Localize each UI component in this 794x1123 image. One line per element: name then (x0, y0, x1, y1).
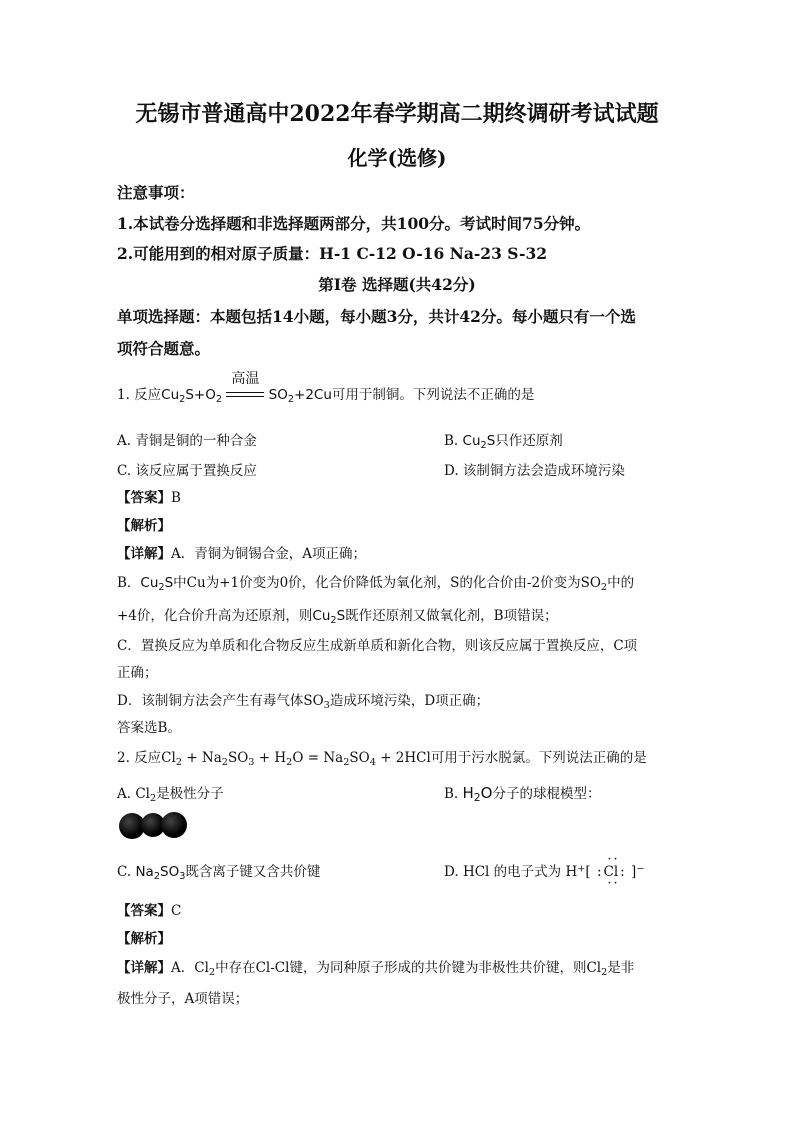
q1-detail-d: D．该制铜方法会产生有毒气体$SO_3$造成环境污染，D项正确； (117, 693, 490, 711)
q2-analysis-label: 【解析】 (117, 931, 171, 947)
q1-option-c: C. 该反应属于置换反应 (117, 463, 257, 479)
reaction-condition-arrow (226, 370, 264, 406)
q1-option-d: D. 该制铜方法会造成环境污染 (444, 463, 625, 479)
q1-products: $SO_2+2Cu$ (268, 387, 332, 405)
q2-option-b: B. $H_2O$分子的球棍模型： (444, 784, 601, 805)
atom-ball-right (161, 812, 187, 838)
notice-item-2: 2.可能用到的相对原子质量：H-1 C-12 O-16 Na-23 S-32 (117, 244, 548, 263)
q1-option-b-formula: $Cu_2S$ (462, 433, 496, 451)
q1-stem (117, 370, 535, 406)
q2-option-d: D. HCl 的电子式为 H+[ : Cl : ]− ·· ·· (444, 852, 645, 891)
q1-answer: 【答案】B (117, 490, 181, 506)
page-title: 无锡市普通高中2022年春学期高二期终调研考试试题 (135, 101, 659, 127)
section-instruction-1: 单项选择题：本题包括14小题，每小题3分，共计42分。每小题只有一个选 (117, 307, 636, 326)
q1-detail-c-line-2: 正确； (117, 665, 158, 681)
q2-detail-a-line-1: 【详解】A．$Cl_2$中存在Cl-Cl键，为同种原子形成的共价键为非极性共价键，则$Cl_2$是非 (117, 960, 635, 978)
q1-conclusion: 答案选B。 (117, 720, 181, 736)
q2-equation: $Cl_2 + Na_2SO_3 + H_2O = Na_2SO_4 + 2HCl$ (161, 750, 431, 768)
q1-analysis-label: 【解析】 (117, 518, 171, 534)
q2-option-a: A. $Cl_2$是极性分子 (117, 786, 224, 804)
q1-detail-b-line-1: B．$Cu_2S$中Cu为+1价变为0价，化合价降低为氧化剂，S的化合价由-2价变为$SO_2$中的 (117, 575, 635, 593)
notice-item-1: 1.本试卷分选择题和非选择题两部分，共100分。考试时间75分钟。 (117, 214, 591, 233)
electron-pair-top: ·· (607, 852, 620, 867)
q2-stem: 2. 反应$Cl_2 + Na_2SO_3 + H_2O = Na_2SO_4 + 2HCl$可用于污水脱氯。下列说法正确的是 (117, 750, 647, 768)
q1-reactant-1: $Cu_2S+O_2$ (161, 387, 223, 405)
q1-detail-c-line-1: C．置换反应为单质和化合物反应生成新单质和新化合物，则该反应属于置换反应，C项 (117, 638, 638, 654)
q1-suffix: 可用于制铜。下列说法不正确的是 (331, 387, 535, 403)
q1-detail-a: 【详解】A．青铜为铜锡合金，A项正确； (117, 546, 366, 562)
section-title: 第Ⅰ卷 选择题(共42分) (318, 275, 476, 294)
notice-heading: 注意事项： (117, 183, 195, 202)
q1-option-a: A. 青铜是铜的一种合金 (117, 433, 257, 449)
page-subtitle: 化学(选修) (347, 146, 447, 170)
q1-prefix: 1. 反应 (117, 387, 162, 403)
electron-dot-formula: [ : Cl : ]− ·· ·· (585, 852, 645, 891)
section-instruction-2: 项符合题意。 (117, 339, 211, 358)
q2-answer: 【答案】C (117, 903, 182, 919)
q1-detail-b-line-2: +4价，化合价升高为还原剂，则$Cu_2S$既作还原剂又做氧化剂，B项错误； (117, 608, 558, 626)
electron-pair-bottom: ·· (607, 876, 620, 891)
q1-option-b: B. $Cu_2S$只作还原剂 (444, 433, 563, 451)
q2-option-c: C. $Na_2SO_3$既含离子键又含共价键 (117, 864, 321, 882)
reaction-condition: 高温 (231, 370, 260, 387)
q2-detail-a-line-2: 极性分子，A项错误； (117, 991, 249, 1007)
ball-stick-model-image (119, 812, 189, 840)
